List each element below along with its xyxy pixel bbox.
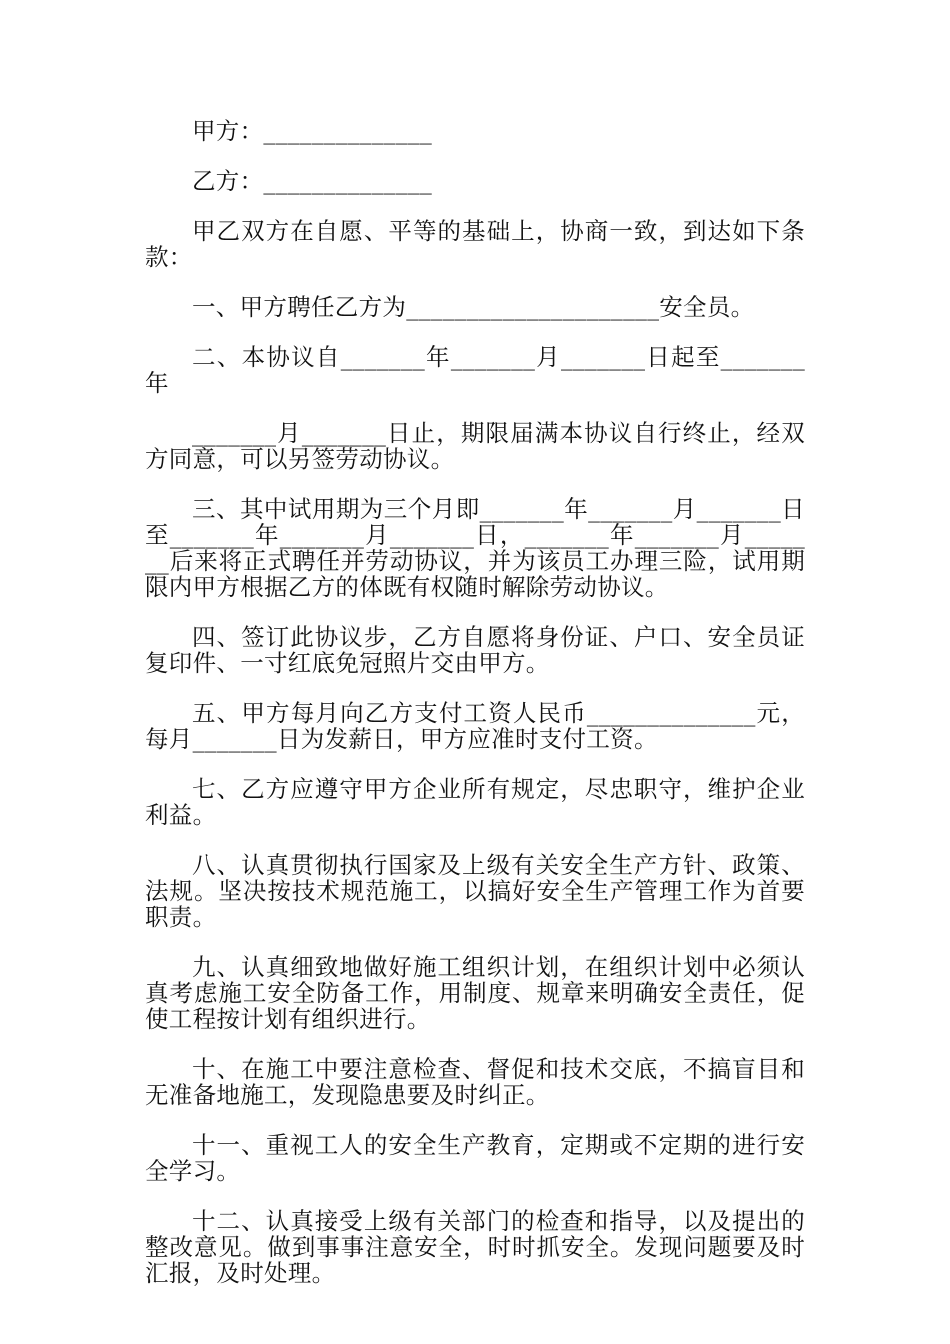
party-a-line: 甲方：______________ — [192, 117, 433, 145]
clause-12: 十二、认真接受上级有关部门的检查和指导，以及提出的整改意见。做到事事注意安全，时时抓安全。发现问题要及时汇报，及时处理。 — [145, 1207, 805, 1287]
clause-4: 四、签订此协议步，乙方自愿将身份证、户口、安全员证复印件、一寸红底免冠照片交由甲方。 — [145, 623, 805, 677]
clause-5: 五、甲方每月向乙方支付工资人民币______________元，每月_______日为发薪日，甲方应准时支付工资。 — [145, 699, 805, 753]
clause-8: 八、认真贯彻执行国家及上级有关安全生产方针、政策、法规。坚决按技术规范施工，以搞好安全生产管理工作为首要职责。 — [145, 851, 805, 931]
clause-2-continued: _______月_______日止，期限届满本协议自行终止，经双方同意，可以另签劳动协议。 — [145, 419, 805, 473]
party-b-line: 乙方：______________ — [192, 167, 433, 195]
clause-7: 七、乙方应遵守甲方企业所有规定，尽忠职守，维护企业利益。 — [145, 775, 805, 829]
intro-paragraph: 甲乙双方在自愿、平等的基础上，协商一致，到达如下条款： — [145, 217, 805, 271]
clause-1: 一、甲方聘任乙方为_____________________安全员。 — [192, 293, 755, 321]
clause-9: 九、认真细致地做好施工组织计划，在组织计划中必须认真考虑施工安全防备工作，用制度、规章来明确安全责任，促使工程按计划有组织进行。 — [145, 953, 805, 1033]
clause-3: 三、其中试用期为三个月即_______年_______月_______日至_______年_______月_______日，_______年_______月_______后来将正式聘任并劳动协议，并为该员工办理三险，试用期限内甲方根据乙方的体既有权随时解除劳动协议。 — [145, 495, 805, 601]
clause-11: 十一、重视工人的安全生产教育，定期或不定期的进行安全学习。 — [145, 1131, 805, 1185]
clause-2: 二、本协议自_______年_______月_______日起至_______年 — [145, 343, 805, 397]
contract-page — [145, 118, 805, 1286]
clause-10: 十、在施工中要注意检查、督促和技术交底，不搞盲目和无准备地施工，发现隐患要及时纠正。 — [145, 1055, 805, 1109]
